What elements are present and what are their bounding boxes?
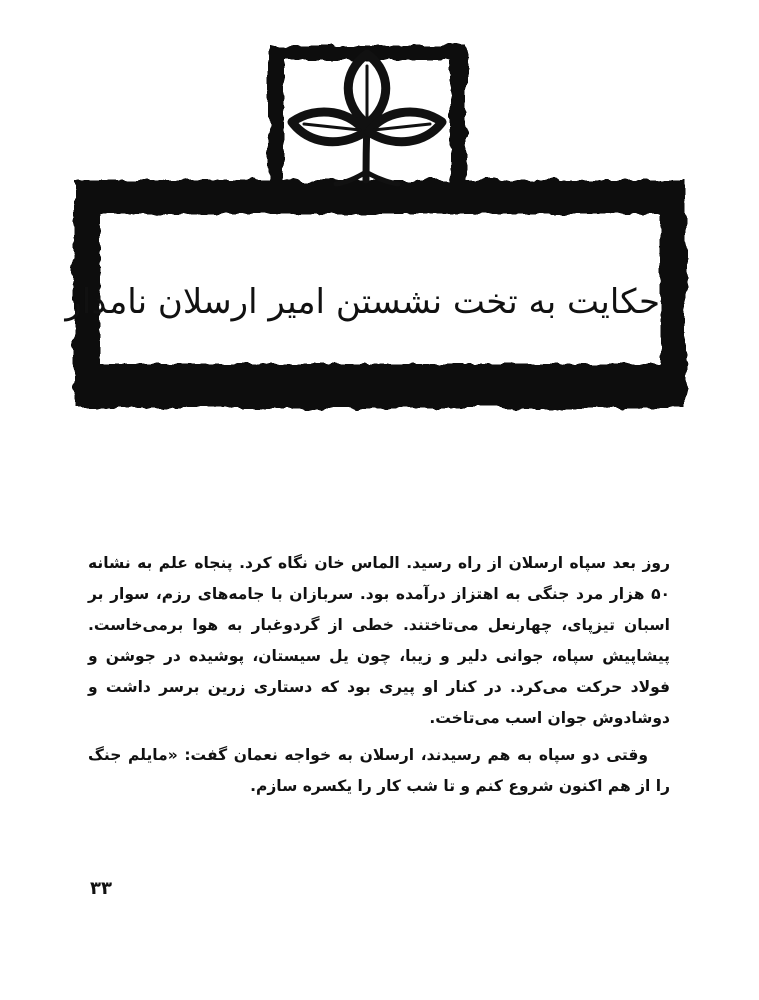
paragraph: وقتی دو سپاه به هم رسیدند، ارسلان به خواجه نعمان گفت: «مایلم جنگ را از هم اکنون شروع کنم و تا شب کار را یکسره سازم. (88, 746, 670, 795)
chapter-title: حکایت به تخت نشستن امیر ارسلان نامدار (65, 282, 660, 322)
body-text (88, 548, 670, 802)
paragraph: روز بعد سپاه ارسلان از راه رسید. الماس خان نگاه کرد. پنجاه علم به نشانه ۵۰ هزار مرد جنگی به اهتزاز درآمده بود. سربازان با جامه‌های رزم، سوار بر اسبان تیزپای، چهارنعل می‌تاختند. خطی از گردوغبار به هوا برمی‌خاست. پیشاپیش سپاه، جوانی دلیر و زیبا، چون یل سیستان، پوشیده در جوشن و فولاد حرکت می‌کرد. در کنار او پیری بود که دستاری زرین برسر داشت و دوشادوش جوان اسب می‌تاخت. (88, 554, 670, 727)
chapter-header-art (0, 0, 759, 430)
page-number: ۳۳ (90, 878, 112, 899)
